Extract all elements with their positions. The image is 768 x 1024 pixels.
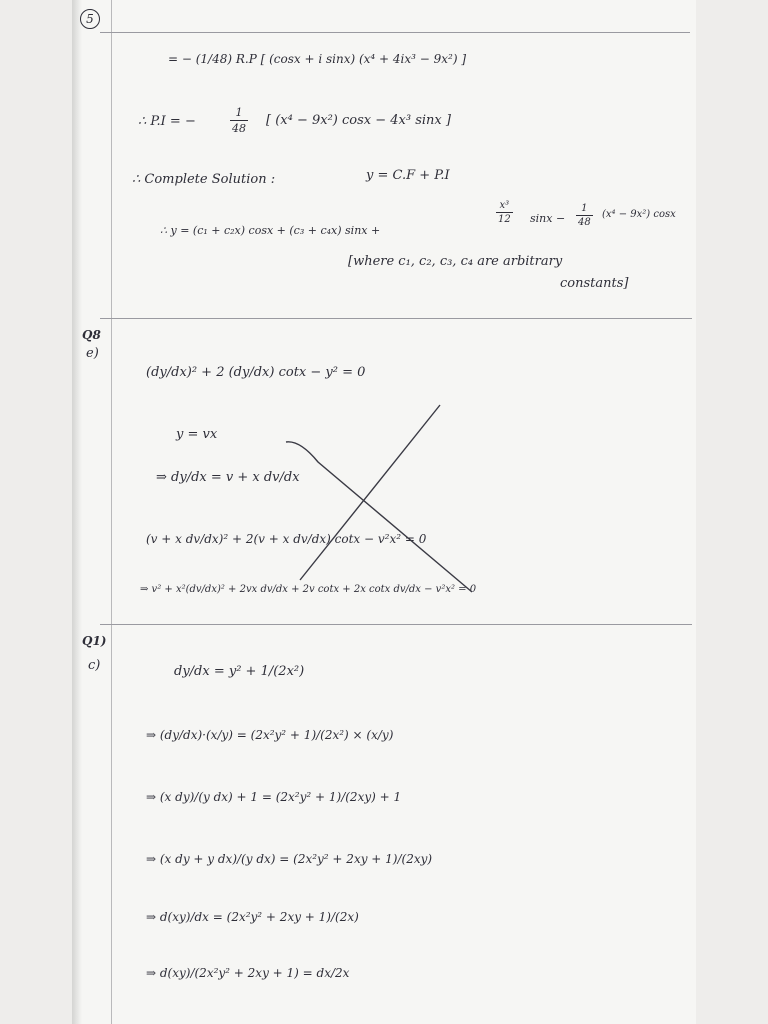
step-5: ⇒ d(xy)/dx = (2x²y² + 2xy + 1)/(2x) [146, 910, 359, 924]
part-label-c: c) [88, 658, 101, 673]
pi-frac-den: 48 [232, 122, 246, 135]
one48-num: 1 [581, 203, 588, 214]
step-4: ⇒ (x dy + y dx)/(y dx) = (2x²y² + 2xy + 1)/(2xy) [146, 852, 433, 866]
sin-minus: sinx − [530, 212, 566, 225]
question-label-q1: Q1) [82, 634, 107, 648]
general-solution: ∴ y = (c₁ + c₂x) cosx + (c₃ + c₄x) sinx + [160, 224, 381, 237]
expanded-equation-1: (v + x dv/dx)² + 2(v + x dv/dx) cotx − v²x² = 0 [146, 532, 427, 546]
page-number: 5 [80, 9, 100, 29]
x3-num: x³ [499, 200, 510, 211]
pi-frac-num: 1 [235, 106, 243, 119]
step-1: dy/dx = y² + 1/(2x²) [174, 664, 305, 679]
one48-den: 48 [578, 217, 591, 228]
rp-line: = − (1/48) R.P [ (cosx + i sinx) (x⁴ + 4ix³ − 9x²) ] [168, 52, 467, 66]
complete-solution-eq: y = C.F + P.I [366, 168, 450, 183]
x3-den: 12 [498, 214, 511, 225]
pi-label: ∴ P.I = − [138, 114, 196, 129]
ode-equation: (dy/dx)² + 2 (dy/dx) cotx − y² = 0 [146, 365, 366, 380]
cos-term: (x⁴ − 9x²) cosx [602, 209, 676, 220]
complete-solution-label: ∴ Complete Solution : [132, 172, 276, 187]
expanded-equation-2: ⇒ v² + x²(dv/dx)² + 2vx dv/dx + 2v cotx + 2x cotx dv/dx − v²x² = 0 [140, 584, 477, 595]
pi-expression: [ (x⁴ − 9x²) cosx − 4x³ sinx ] [266, 113, 451, 128]
strike-line-1 [300, 405, 440, 580]
step-3: ⇒ (x dy)/(y dx) + 1 = (2x²y² + 1)/(2xy) + 1 [146, 790, 402, 804]
question-label-q8: Q8 [82, 328, 101, 342]
step-2: ⇒ (dy/dx)·(x/y) = (2x²y² + 1)/(2x²) × (x/y) [146, 728, 394, 742]
derivative-substitution: ⇒ dy/dx = v + x dv/dx [156, 470, 300, 485]
strike-line-2 [286, 442, 472, 592]
part-label-e: e) [86, 346, 99, 361]
where-line-1: [where c₁, c₂, c₃, c₄ are arbitrary [348, 254, 563, 269]
step-6: ⇒ d(xy)/(2x²y² + 2xy + 1) = dx/2x [146, 966, 350, 980]
substitution: y = vx [176, 427, 218, 442]
where-line-2: constants] [560, 276, 629, 291]
